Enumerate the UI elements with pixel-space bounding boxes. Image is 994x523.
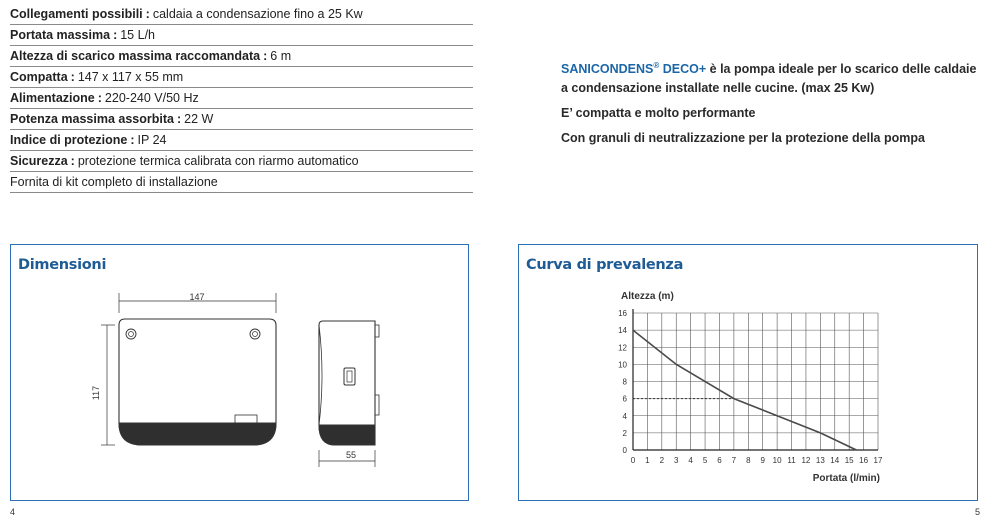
spec-separator: : bbox=[70, 70, 75, 84]
x-tick-label: 5 bbox=[702, 456, 708, 465]
x-tick-label: 7 bbox=[731, 456, 737, 465]
chart-series bbox=[633, 330, 856, 450]
product-intro bbox=[561, 56, 981, 154]
spec-value: 220-240 V/50 Hz bbox=[104, 91, 199, 105]
y-tick-label: 0 bbox=[622, 446, 627, 455]
x-tick-label: 11 bbox=[787, 456, 796, 465]
y-tick-label: 10 bbox=[618, 360, 627, 370]
spec-value: 147 x 117 x 55 mm bbox=[77, 70, 184, 84]
y-tick-label: 2 bbox=[622, 428, 627, 438]
x-tick-label: 4 bbox=[688, 456, 693, 465]
side-view bbox=[319, 321, 379, 467]
height-label: 117 bbox=[91, 385, 101, 401]
y-axis-label: Altezza (m) bbox=[621, 291, 674, 302]
spec-key: Portata massima bbox=[10, 28, 111, 42]
x-tick-label: 0 bbox=[630, 456, 636, 465]
spec-separator: : bbox=[176, 112, 182, 126]
curve-line bbox=[633, 330, 856, 450]
x-tick-label: 12 bbox=[801, 456, 811, 465]
spec-row bbox=[10, 151, 473, 172]
x-tick-label: 14 bbox=[830, 456, 840, 465]
spec-row bbox=[10, 4, 473, 25]
x-tick-label: 10 bbox=[772, 456, 782, 465]
spec-value: 6 m bbox=[270, 49, 292, 63]
x-tick-label: 1 bbox=[645, 456, 650, 465]
page-number-right: 5 bbox=[974, 507, 980, 517]
depth-label: 55 bbox=[345, 450, 357, 460]
brand-name: SANICONDENS® DECO+ bbox=[561, 61, 707, 77]
spec-row bbox=[10, 88, 473, 109]
width-label: 147 bbox=[189, 292, 205, 302]
y-tick-label: 12 bbox=[618, 343, 627, 353]
spec-key: Compatta bbox=[10, 70, 68, 84]
spec-value: Fornita di kit completo di installazione bbox=[10, 175, 218, 189]
spec-key: Sicurezza bbox=[10, 154, 68, 168]
intro-line-2: E’ compatta e molto performante bbox=[561, 106, 756, 121]
spec-row bbox=[10, 130, 473, 151]
intro-line-3: Con granuli di neutralizzazione per la protezione della pompa bbox=[561, 131, 925, 146]
spec-separator: : bbox=[97, 91, 102, 105]
x-tick-label: 17 bbox=[873, 456, 883, 465]
spec-row bbox=[10, 172, 473, 193]
spec-value: caldaia a condensazione fino a 25 Kw bbox=[152, 7, 363, 21]
spec-value: IP 24 bbox=[137, 133, 167, 147]
x-tick-label: 6 bbox=[717, 456, 722, 465]
curve-title: Curva di prevalenza bbox=[526, 257, 684, 273]
x-tick-label: 13 bbox=[815, 456, 825, 465]
x-tick-label: 16 bbox=[859, 456, 869, 465]
x-tick-label: 8 bbox=[746, 456, 751, 465]
spec-key: Potenza massima assorbita bbox=[10, 112, 174, 126]
spec-separator: : bbox=[130, 133, 135, 147]
y-tick-label: 14 bbox=[618, 326, 627, 336]
x-tick-label: 2 bbox=[659, 456, 665, 465]
spec-separator: : bbox=[113, 28, 118, 42]
x-tick-label: 9 bbox=[760, 456, 765, 465]
spec-table bbox=[10, 4, 473, 193]
pump-curve-chart bbox=[519, 245, 977, 500]
spec-key: Alimentazione bbox=[10, 91, 95, 105]
spec-row bbox=[10, 25, 473, 46]
spec-separator: : bbox=[145, 7, 150, 21]
front-view bbox=[101, 293, 276, 445]
spec-row bbox=[10, 67, 473, 88]
x-axis-label: Portata (l/min) bbox=[812, 473, 880, 484]
y-tick-label: 6 bbox=[622, 394, 627, 404]
spec-value: 22 W bbox=[184, 112, 214, 126]
y-tick-label: 16 bbox=[618, 309, 627, 318]
spec-separator: : bbox=[263, 49, 268, 63]
intro-line-1: SANICONDENS® DECO+ è la pompa ideale per lo scarico delle caldaie a condensazione installate nelle cucine. (max 25 Kw) bbox=[561, 61, 977, 96]
spec-row bbox=[10, 109, 473, 130]
dimensions-drawing bbox=[11, 245, 468, 500]
spec-row bbox=[10, 46, 473, 67]
spec-value: 15 L/h bbox=[120, 28, 155, 42]
chart-ticks bbox=[618, 309, 883, 465]
curve-panel bbox=[518, 244, 978, 501]
spec-key: Collegamenti possibili bbox=[10, 7, 143, 21]
y-tick-label: 8 bbox=[622, 377, 627, 387]
page-number-left: 4 bbox=[10, 507, 16, 517]
dimensions-panel bbox=[10, 244, 469, 501]
x-tick-label: 3 bbox=[674, 456, 679, 465]
spec-separator: : bbox=[70, 154, 75, 168]
y-tick-label: 4 bbox=[622, 411, 627, 421]
spec-key: Altezza di scarico massima raccomandata bbox=[10, 49, 261, 63]
x-tick-label: 15 bbox=[844, 456, 854, 465]
spec-key: Indice di protezione bbox=[10, 133, 128, 147]
dimensions-title: Dimensioni bbox=[18, 257, 107, 273]
spec-value: protezione termica calibrata con riarmo automatico bbox=[77, 154, 359, 168]
chart-grid bbox=[633, 309, 878, 450]
